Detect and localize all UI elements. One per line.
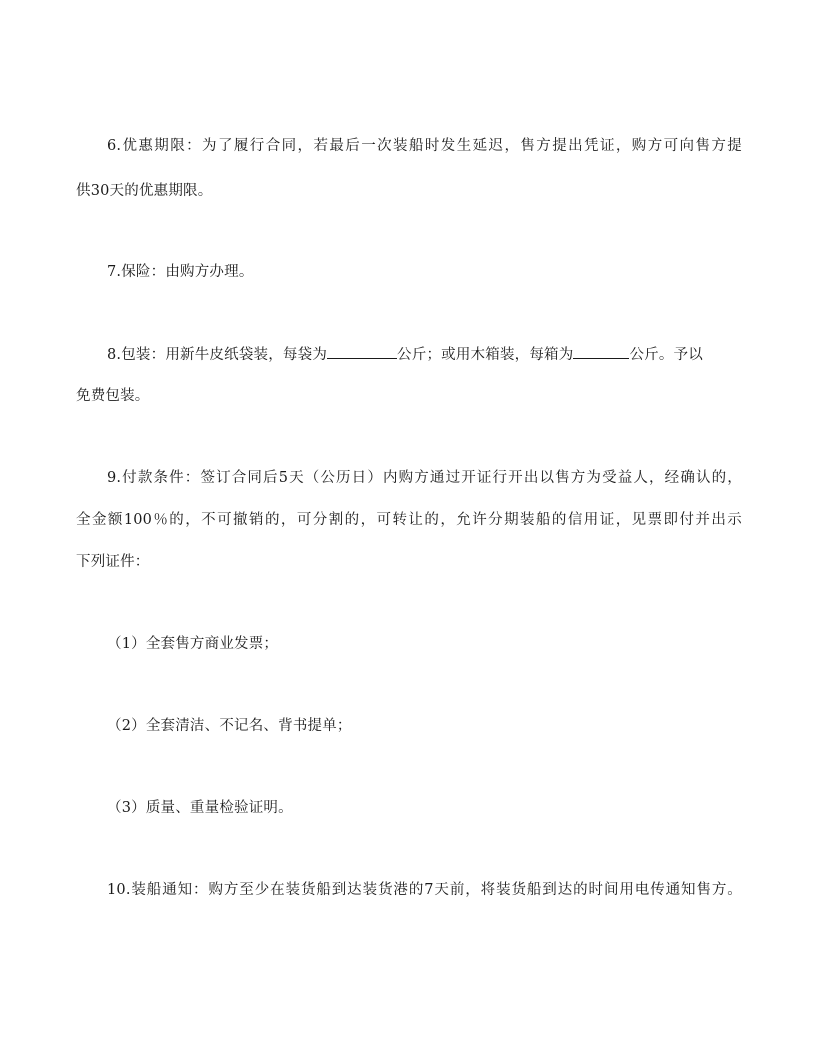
clause-9-line-1: 9.付款条件：签订合同后5天（公历日）内购方通过开证行开出以售方为受益人，经确认的，	[107, 470, 742, 486]
clause-8-part-1: 8.包装：用新牛皮纸袋装，每袋为	[107, 347, 328, 363]
clause-9-item-2: （2）全套清洁、不记名、背书提单；	[107, 718, 352, 734]
clause-6-line-1: 6.优惠期限：为了履行合同，若最后一次装船时发生延迟，售方提出凭证，购方可向售方提	[107, 138, 742, 154]
clause-8-line-2: 免费包装。	[76, 388, 150, 404]
clause-9-line-2: 全金额100％的，不可撤销的，可分割的，可转让的，允许分期装船的信用证，见票即付并出示	[76, 512, 742, 528]
clause-10-line-1: 10.装船通知：购方至少在装货船到达装货港的7天前，将装货船到达的时间用电传通知售方。	[107, 882, 742, 898]
clause-6-line-2: 供30天的优惠期限。	[76, 183, 213, 199]
box-weight-blank	[573, 344, 629, 359]
clause-9-item-3: （3）质量、重量检验证明。	[107, 800, 293, 816]
clause-8-part-3: 公斤。予以	[629, 347, 703, 363]
clause-8-line-1	[107, 344, 742, 365]
bag-weight-blank	[327, 344, 397, 359]
clause-7-line-1: 7.保险：由购方办理。	[107, 264, 254, 280]
clause-9-item-1: （1）全套售方商业发票；	[107, 636, 279, 652]
clause-9-line-3: 下列证件：	[76, 554, 150, 570]
clause-8-part-2: 公斤；或用木箱装，每箱为	[397, 347, 574, 363]
